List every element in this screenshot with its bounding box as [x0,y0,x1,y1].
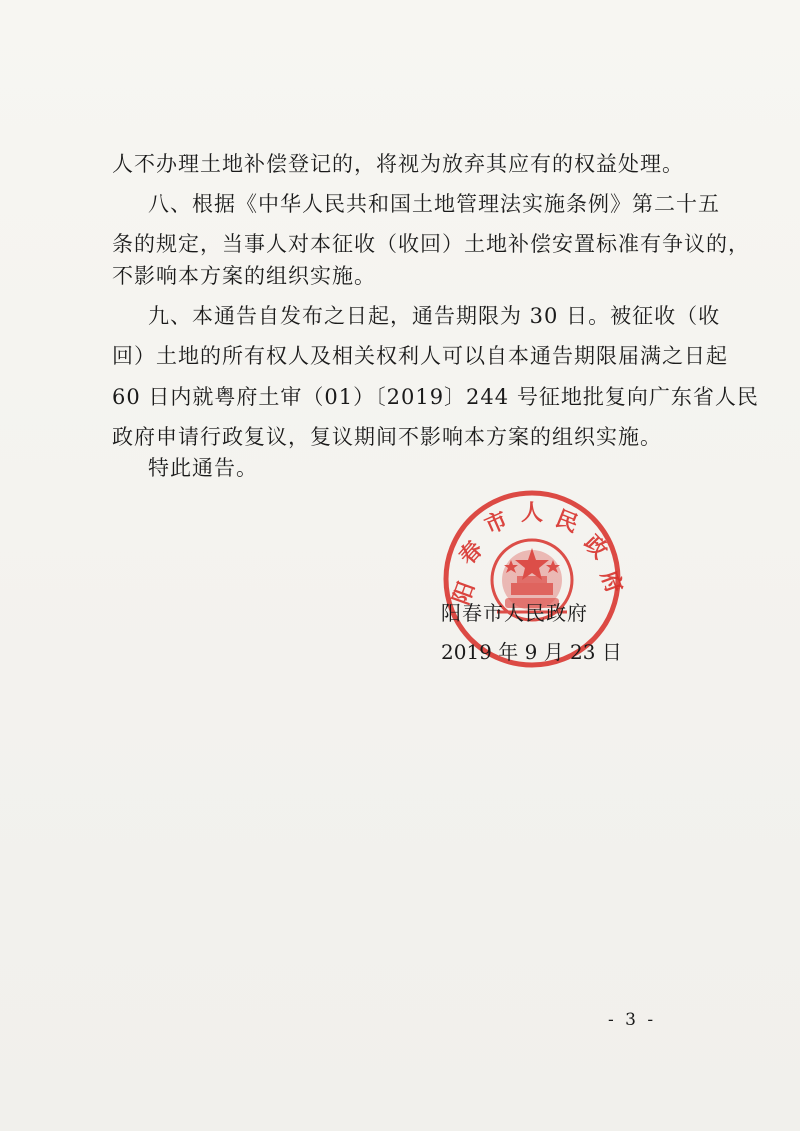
paragraph-line-1: 人不办理土地补偿登记的，将视为放弃其应有的权益处理。 [112,152,684,176]
paragraph-line-5: 九、本通告自发布之日起，通告期限为 30 日。被征收（收 [148,304,721,328]
paragraph-line-3: 条的规定，当事人对本征收（收回）土地补偿安置标准有争议的， [112,232,750,256]
paragraph-line-2: 八、根据《中华人民共和国土地管理法实施条例》第二十五 [148,192,720,216]
paragraph-line-4: 不影响本方案的组织实施。 [112,264,376,288]
issue-date: 2019 年 9 月 23 日 [441,640,622,664]
svg-text:民: 民 [551,505,582,538]
svg-text:市: 市 [480,506,512,540]
svg-text:府: 府 [595,567,628,597]
svg-text:政: 政 [578,530,613,565]
closing-line: 特此通告。 [148,456,258,480]
issuing-organization: 阳春市人民政府 [441,601,588,625]
page-number: - 3 - [608,1010,657,1030]
paragraph-line-6: 回）土地的所有权人及相关权利人可以自本通告期限届满之日起 [112,344,728,368]
svg-text:人: 人 [521,500,544,526]
paragraph-line-8: 政府申请行政复议，复议期间不影响本方案的组织实施。 [112,425,662,449]
paragraph-line-7: 60 日内就粤府土审（01）〔2019〕244 号征地批复向广东省人民 [112,385,759,409]
svg-text:春: 春 [454,536,489,571]
svg-text:阳: 阳 [448,578,481,609]
